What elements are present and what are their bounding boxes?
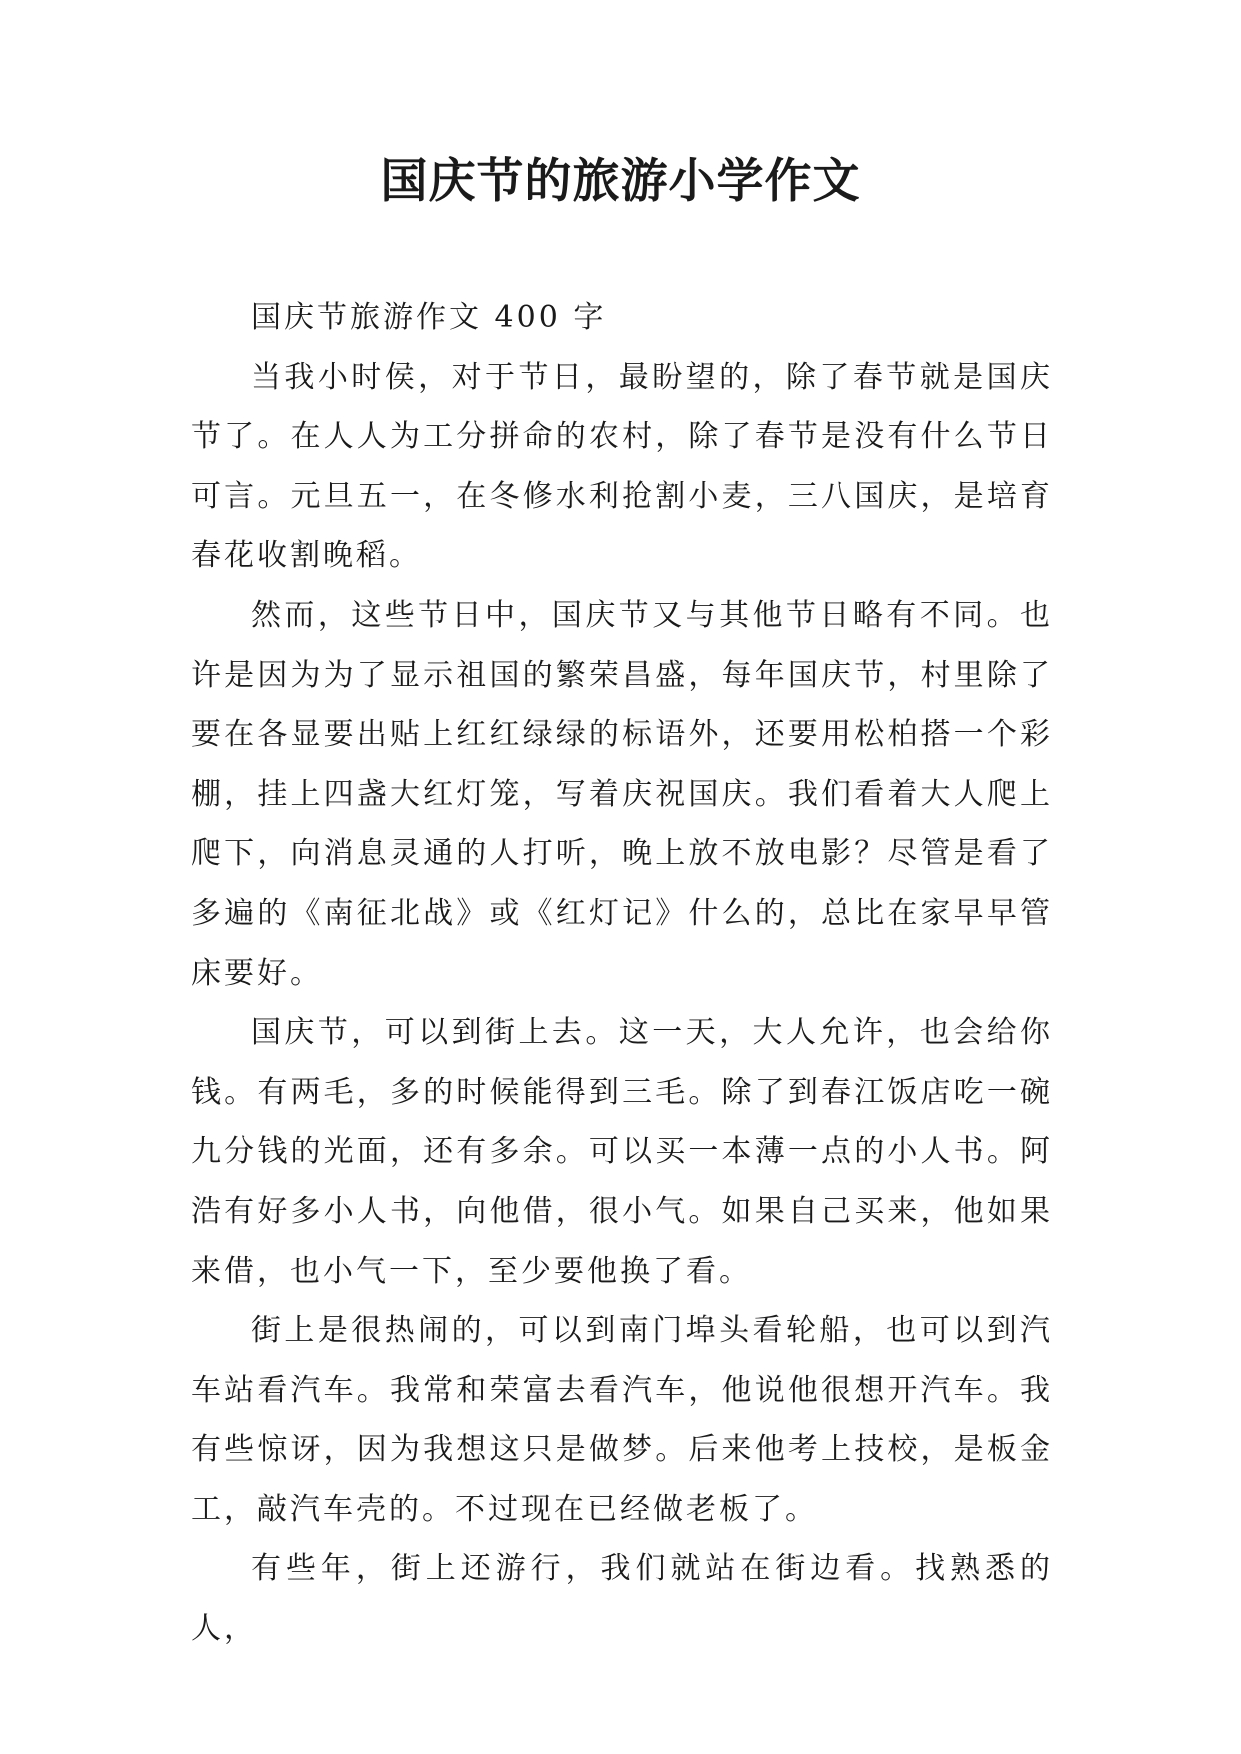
paragraph: 当我小时侯，对于节日，最盼望的，除了春节就是国庆节了。在人人为工分拼命的农村，除了春节是没有什么节日可言。元旦五一，在冬修水利抢割小麦，三八国庆，是培育春花收割晚稻。 [191,359,1053,574]
document-body [191,288,1053,1659]
document-title: 国庆节的旅游小学作文 [380,154,861,209]
paragraph: 有些年，街上还游行，我们就站在街边看。找熟悉的人， [191,1551,1053,1647]
paragraph: 国庆节，可以到街上去。这一天，大人允许，也会给你钱。有两毛，多的时候能得到三毛。除了到春江饭店吃一碗九分钱的光面，还有多余。可以买一本薄一点的小人书。阿浩有好多小人书，向他借，很小气。如果自己买来，他如果来借，也小气一下，至少要他换了看。 [191,1015,1053,1289]
paragraph: 然而，这些节日中，国庆节又与其他节日略有不同。也许是因为为了显示祖国的繁荣昌盛，每年国庆节，村里除了要在各显要出贴上红红绿绿的标语外，还要用松柏搭一个彩棚，挂上四盏大红灯笼，写着庆祝国庆。我们看着大人爬上爬下，向消息灵通的人打听，晚上放不放电影？尽管是看了多遍的《南征北战》或《红灯记》什么的，总比在家早早管床要好。 [191,597,1053,991]
essay-subtitle: 国庆节旅游作文 400 字 [251,300,607,335]
paragraph: 街上是很热闹的，可以到南门埠头看轮船，也可以到汽车站看汽车。我常和荣富去看汽车，他说他很想开汽车。我有些惊讶，因为我想这只是做梦。后来他考上技校，是板金工，敲汽车壳的。不过现在已经做老板了。 [191,1313,1053,1527]
